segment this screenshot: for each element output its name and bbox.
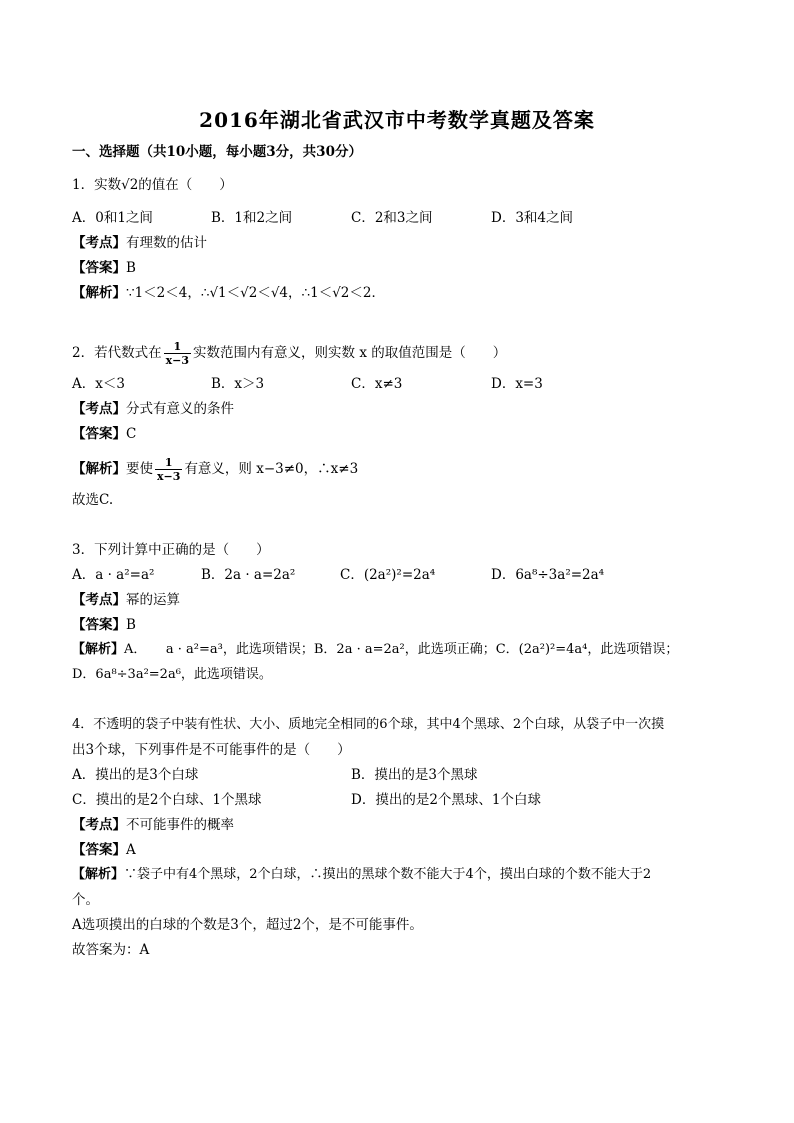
q2-option-d: D．x=3 — [491, 376, 543, 392]
fraction-numerator: 1 — [164, 340, 191, 354]
q3-option-a: A．a · a²=a² — [72, 567, 155, 583]
q4-option-d: D．摸出的是2个黑球、1个白球 — [351, 792, 542, 808]
jiexi-text: ∵袋子中有4个黑球，2个白球，∴摸出的黑球个数不能大于4个，摸出白球的个数不能大于2 — [124, 867, 652, 882]
q4-jiexi-line3: A选项摸出的白球的个数是3个，超过2个，是不可能事件。 — [72, 917, 423, 933]
jiexi-text: A． a · a²=a³，此选项错误；B．2a · a=2a²，此选项正确；C．(2a²)²=4a⁴，此选项错误； — [124, 642, 679, 657]
fraction-numerator: 1 — [155, 456, 182, 470]
q2-option-b: B．x＞3 — [211, 376, 265, 392]
fraction-denominator: x−3 — [157, 470, 181, 483]
answer-label: 【答案】 — [72, 426, 126, 442]
page-title: 2016年湖北省武汉市中考数学真题及答案 — [199, 108, 595, 132]
kaodian-text: 分式有意义的条件 — [126, 401, 234, 417]
kaodian-label: 【考点】 — [72, 592, 126, 608]
q1-stem: 1．实数√2的值在（ ） — [72, 177, 233, 193]
jiexi-label: 【解析】 — [72, 461, 126, 477]
q3-kaodian — [72, 591, 180, 609]
q4-jiexi-line2: 个。 — [72, 892, 99, 908]
q4-option-b: B．摸出的是3个黑球 — [351, 767, 478, 783]
answer-label: 【答案】 — [72, 260, 126, 276]
q2-jiexi — [72, 456, 358, 483]
q2-option-a: A．x＜3 — [72, 376, 125, 392]
q1-kaodian — [72, 234, 207, 252]
jiexi-text: ∵1＜2＜4，∴√1＜√2＜√4，∴1＜√2＜2． — [126, 285, 385, 301]
q2-stem-post: 实数范围内有意义，则实数 x 的取值范围是（ ） — [193, 345, 507, 361]
jiexi-text-post: 有意义，则 x−3≠0，∴x≠3 — [184, 461, 359, 477]
answer-text: B — [126, 617, 136, 633]
q3-jiexi — [72, 641, 678, 659]
q4-stem-line2: 出3个球，下列事件是不可能事件的是（ ） — [72, 742, 351, 758]
kaodian-label: 【考点】 — [72, 401, 126, 417]
q2-conclusion: 故选C. — [72, 492, 114, 508]
answer-text: A — [126, 842, 136, 858]
kaodian-text: 有理数的估计 — [126, 235, 207, 251]
q4-option-c: C．摸出的是2个白球、1个黑球 — [72, 792, 262, 808]
q2-answer — [72, 425, 136, 443]
q2-jiexi-fraction — [155, 456, 182, 483]
q2-kaodian — [72, 400, 234, 418]
q3-option-d: D．6a⁸÷3a²=2a⁴ — [491, 567, 605, 583]
q2-option-c: C．x≠3 — [351, 376, 403, 392]
q1-option-a: A．0和1之间 — [72, 210, 153, 226]
q2-stem-pre: 2．若代数式在 — [72, 345, 162, 361]
q4-kaodian — [72, 816, 234, 834]
q1-jiexi — [72, 284, 385, 302]
answer-label: 【答案】 — [72, 617, 126, 633]
answer-label: 【答案】 — [72, 842, 126, 858]
answer-text: C — [126, 426, 137, 442]
kaodian-label: 【考点】 — [72, 235, 126, 251]
q3-option-c: C．(2a²)²=2a⁴ — [340, 567, 436, 583]
q4-stem-line1: 4．不透明的袋子中装有性状、大小、质地完全相同的6个球，其中4个黑球、2个白球，从袋子中一次摸 — [72, 717, 665, 732]
q3-stem: 3．下列计算中正确的是（ ） — [72, 542, 270, 558]
kaodian-text: 不可能事件的概率 — [126, 817, 234, 833]
q4-answer — [72, 841, 136, 859]
q1-option-d: D．3和4之间 — [491, 210, 574, 226]
q1-answer — [72, 259, 136, 277]
jiexi-text-pre: 要使 — [126, 461, 153, 477]
q4-jiexi — [72, 866, 651, 884]
q3-answer — [72, 616, 136, 634]
q1-option-b: B．1和2之间 — [211, 210, 293, 226]
section-heading: 一、选择题（共10小题，每小题3分，共30分） — [72, 144, 362, 160]
q2-stem — [72, 340, 506, 367]
kaodian-label: 【考点】 — [72, 817, 126, 833]
jiexi-label: 【解析】 — [72, 867, 125, 882]
q2-fraction — [164, 340, 191, 367]
q4-option-a: A．摸出的是3个白球 — [72, 767, 199, 783]
q3-option-b: B．2a · a=2a² — [201, 567, 296, 583]
q1-option-c: C．2和3之间 — [351, 210, 433, 226]
kaodian-text: 幂的运算 — [126, 592, 180, 608]
jiexi-label: 【解析】 — [72, 285, 126, 301]
q3-jiexi-line2: D．6a⁸÷3a²=2a⁶，此选项错误。 — [72, 667, 272, 682]
jiexi-label: 【解析】 — [72, 642, 125, 657]
answer-text: B — [126, 260, 136, 276]
fraction-denominator: x−3 — [165, 354, 190, 367]
q4-conclusion: 故答案为：A — [72, 942, 150, 958]
